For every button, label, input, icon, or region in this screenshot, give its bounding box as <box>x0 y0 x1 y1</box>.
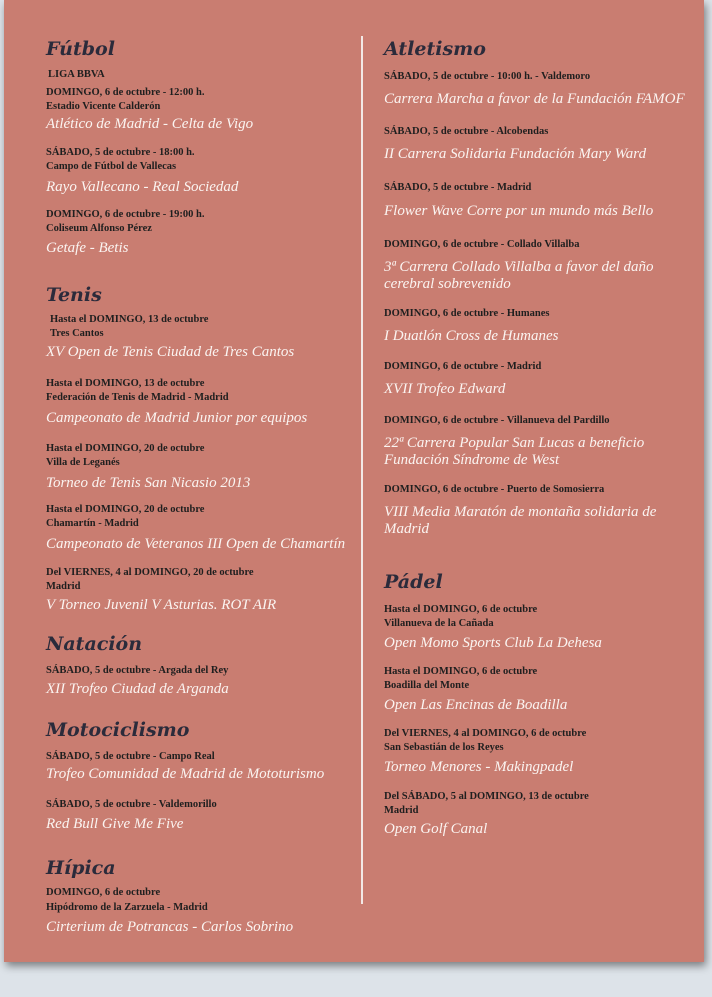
event-title: Campeonato de Madrid Junior por equipos <box>46 410 308 426</box>
event-date: DOMINGO, 6 de octubre - Collado Villalba <box>384 239 580 250</box>
event-date: DOMINGO, 6 de octubre - 19:00 h. <box>46 209 205 220</box>
event-title: Open Golf Canal <box>384 821 488 837</box>
event-venue: Boadilla del Monte <box>384 680 470 691</box>
event-title: Campeonato de Veteranos III Open de Chamartín <box>46 536 346 552</box>
event-date: Del VIERNES, 4 al DOMINGO, 20 de octubre <box>46 567 254 578</box>
event-title: 3ª Carrera Collado Villalba a favor del daño cerebral sobrevenido <box>384 259 654 292</box>
schedule-sheet <box>4 0 704 962</box>
event-title: Open Momo Sports Club La Dehesa <box>384 635 602 651</box>
event-date: SÁBADO, 5 de octubre - Valdemorillo <box>46 799 217 810</box>
section-title-padel: Pádel <box>384 571 443 593</box>
event-venue: Coliseum Alfonso Pérez <box>46 223 152 234</box>
event-date: SÁBADO, 5 de octubre - Campo Real <box>46 751 215 762</box>
event-date: Hasta el DOMINGO, 6 de octubre <box>384 604 538 615</box>
event-date: DOMINGO, 6 de octubre - Villanueva del Pardillo <box>384 415 610 426</box>
event-date: Del VIERNES, 4 al DOMINGO, 6 de octubre <box>384 728 587 739</box>
section-title-tenis: Tenis <box>46 284 102 306</box>
event-venue: Tres Cantos <box>50 328 104 339</box>
event-date: Hasta el DOMINGO, 13 de octubre <box>46 378 205 389</box>
event-title: Torneo Menores - Makingpadel <box>384 759 574 775</box>
event-title: I Duatlón Cross de Humanes <box>384 328 559 344</box>
event-date: DOMINGO, 6 de octubre - Humanes <box>384 308 550 319</box>
event-title: Carrera Marcha a favor de la Fundación FAMOF <box>384 91 685 107</box>
event-date: DOMINGO, 6 de octubre <box>46 887 161 898</box>
event-date: DOMINGO, 6 de octubre - Puerto de Somosierra <box>384 484 605 495</box>
event-title: 22ª Carrera Popular San Lucas a beneficio Fundación Síndrome de West <box>384 435 645 468</box>
event-venue: Madrid <box>46 581 81 592</box>
event-date: Hasta el DOMINGO, 20 de octubre <box>46 504 205 515</box>
section-title-natacion: Natación <box>46 633 143 655</box>
event-date: SÁBADO, 5 de octubre - Argada del Rey <box>46 665 229 676</box>
section-title-atletismo: Atletismo <box>384 38 486 60</box>
event-title: Red Bull Give Me Five <box>46 816 184 832</box>
event-title: XV Open de Tenis Ciudad de Tres Cantos <box>46 344 295 360</box>
event-title: Torneo de Tenis San Nicasio 2013 <box>46 475 251 491</box>
section-title-hipica: Hípica <box>46 857 116 879</box>
event-venue: Hipódromo de la Zarzuela - Madrid <box>46 902 208 913</box>
event-title: Cirterium de Potrancas - Carlos Sobrino <box>46 919 294 935</box>
event-title: Open Las Encinas de Boadilla <box>384 697 568 713</box>
event-venue: San Sebastián de los Reyes <box>384 742 504 753</box>
event-venue: Villanueva de la Cañada <box>384 618 494 629</box>
event-title: Rayo Vallecano - Real Sociedad <box>46 179 239 195</box>
event-date: DOMINGO, 6 de octubre - 12:00 h. <box>46 87 205 98</box>
event-venue: Federación de Tenis de Madrid - Madrid <box>46 392 229 403</box>
event-title: XVII Trofeo Edward <box>384 381 506 397</box>
event-venue: Chamartín - Madrid <box>46 518 139 529</box>
event-venue: Madrid <box>384 805 419 816</box>
event-date: Hasta el DOMINGO, 20 de octubre <box>46 443 205 454</box>
section-title-futbol: Fútbol <box>46 38 115 60</box>
event-title: Flower Wave Corre por un mundo más Bello <box>384 203 654 219</box>
event-venue: Campo de Fútbol de Vallecas <box>46 161 177 172</box>
event-date: Hasta el DOMINGO, 6 de octubre <box>384 666 538 677</box>
event-title: II Carrera Solidaria Fundación Mary Ward <box>384 146 647 162</box>
event-title: Trofeo Comunidad de Madrid de Mototurismo <box>46 766 325 782</box>
event-date: Del SÁBADO, 5 al DOMINGO, 13 de octubre <box>384 791 589 802</box>
event-venue: Villa de Leganés <box>46 457 120 468</box>
event-date: SÁBADO, 5 de octubre - 10:00 h. - Valdemoro <box>384 71 591 82</box>
section-title-motociclismo: Motociclismo <box>46 719 190 741</box>
event-date: SÁBADO, 5 de octubre - Madrid <box>384 182 532 193</box>
event-date: SÁBADO, 5 de octubre - 18:00 h. <box>46 147 195 158</box>
event-title: V Torneo Juvenil V Asturias. ROT AIR <box>46 597 277 613</box>
event-date: DOMINGO, 6 de octubre - Madrid <box>384 361 542 372</box>
event-title: XII Trofeo Ciudad de Arganda <box>46 681 229 697</box>
event-venue: Estadio Vicente Calderón <box>46 101 161 112</box>
event-title: VIII Media Maratón de montaña solidaria de Madrid <box>384 504 657 537</box>
event-title: Atlético de Madrid - Celta de Vigo <box>46 116 254 132</box>
league-label: LIGA BBVA <box>48 69 105 80</box>
event-date: SÁBADO, 5 de octubre - Alcobendas <box>384 126 549 137</box>
event-date: Hasta el DOMINGO, 13 de octubre <box>50 314 209 325</box>
column-divider <box>361 36 363 904</box>
event-title: Getafe - Betis <box>46 240 129 256</box>
